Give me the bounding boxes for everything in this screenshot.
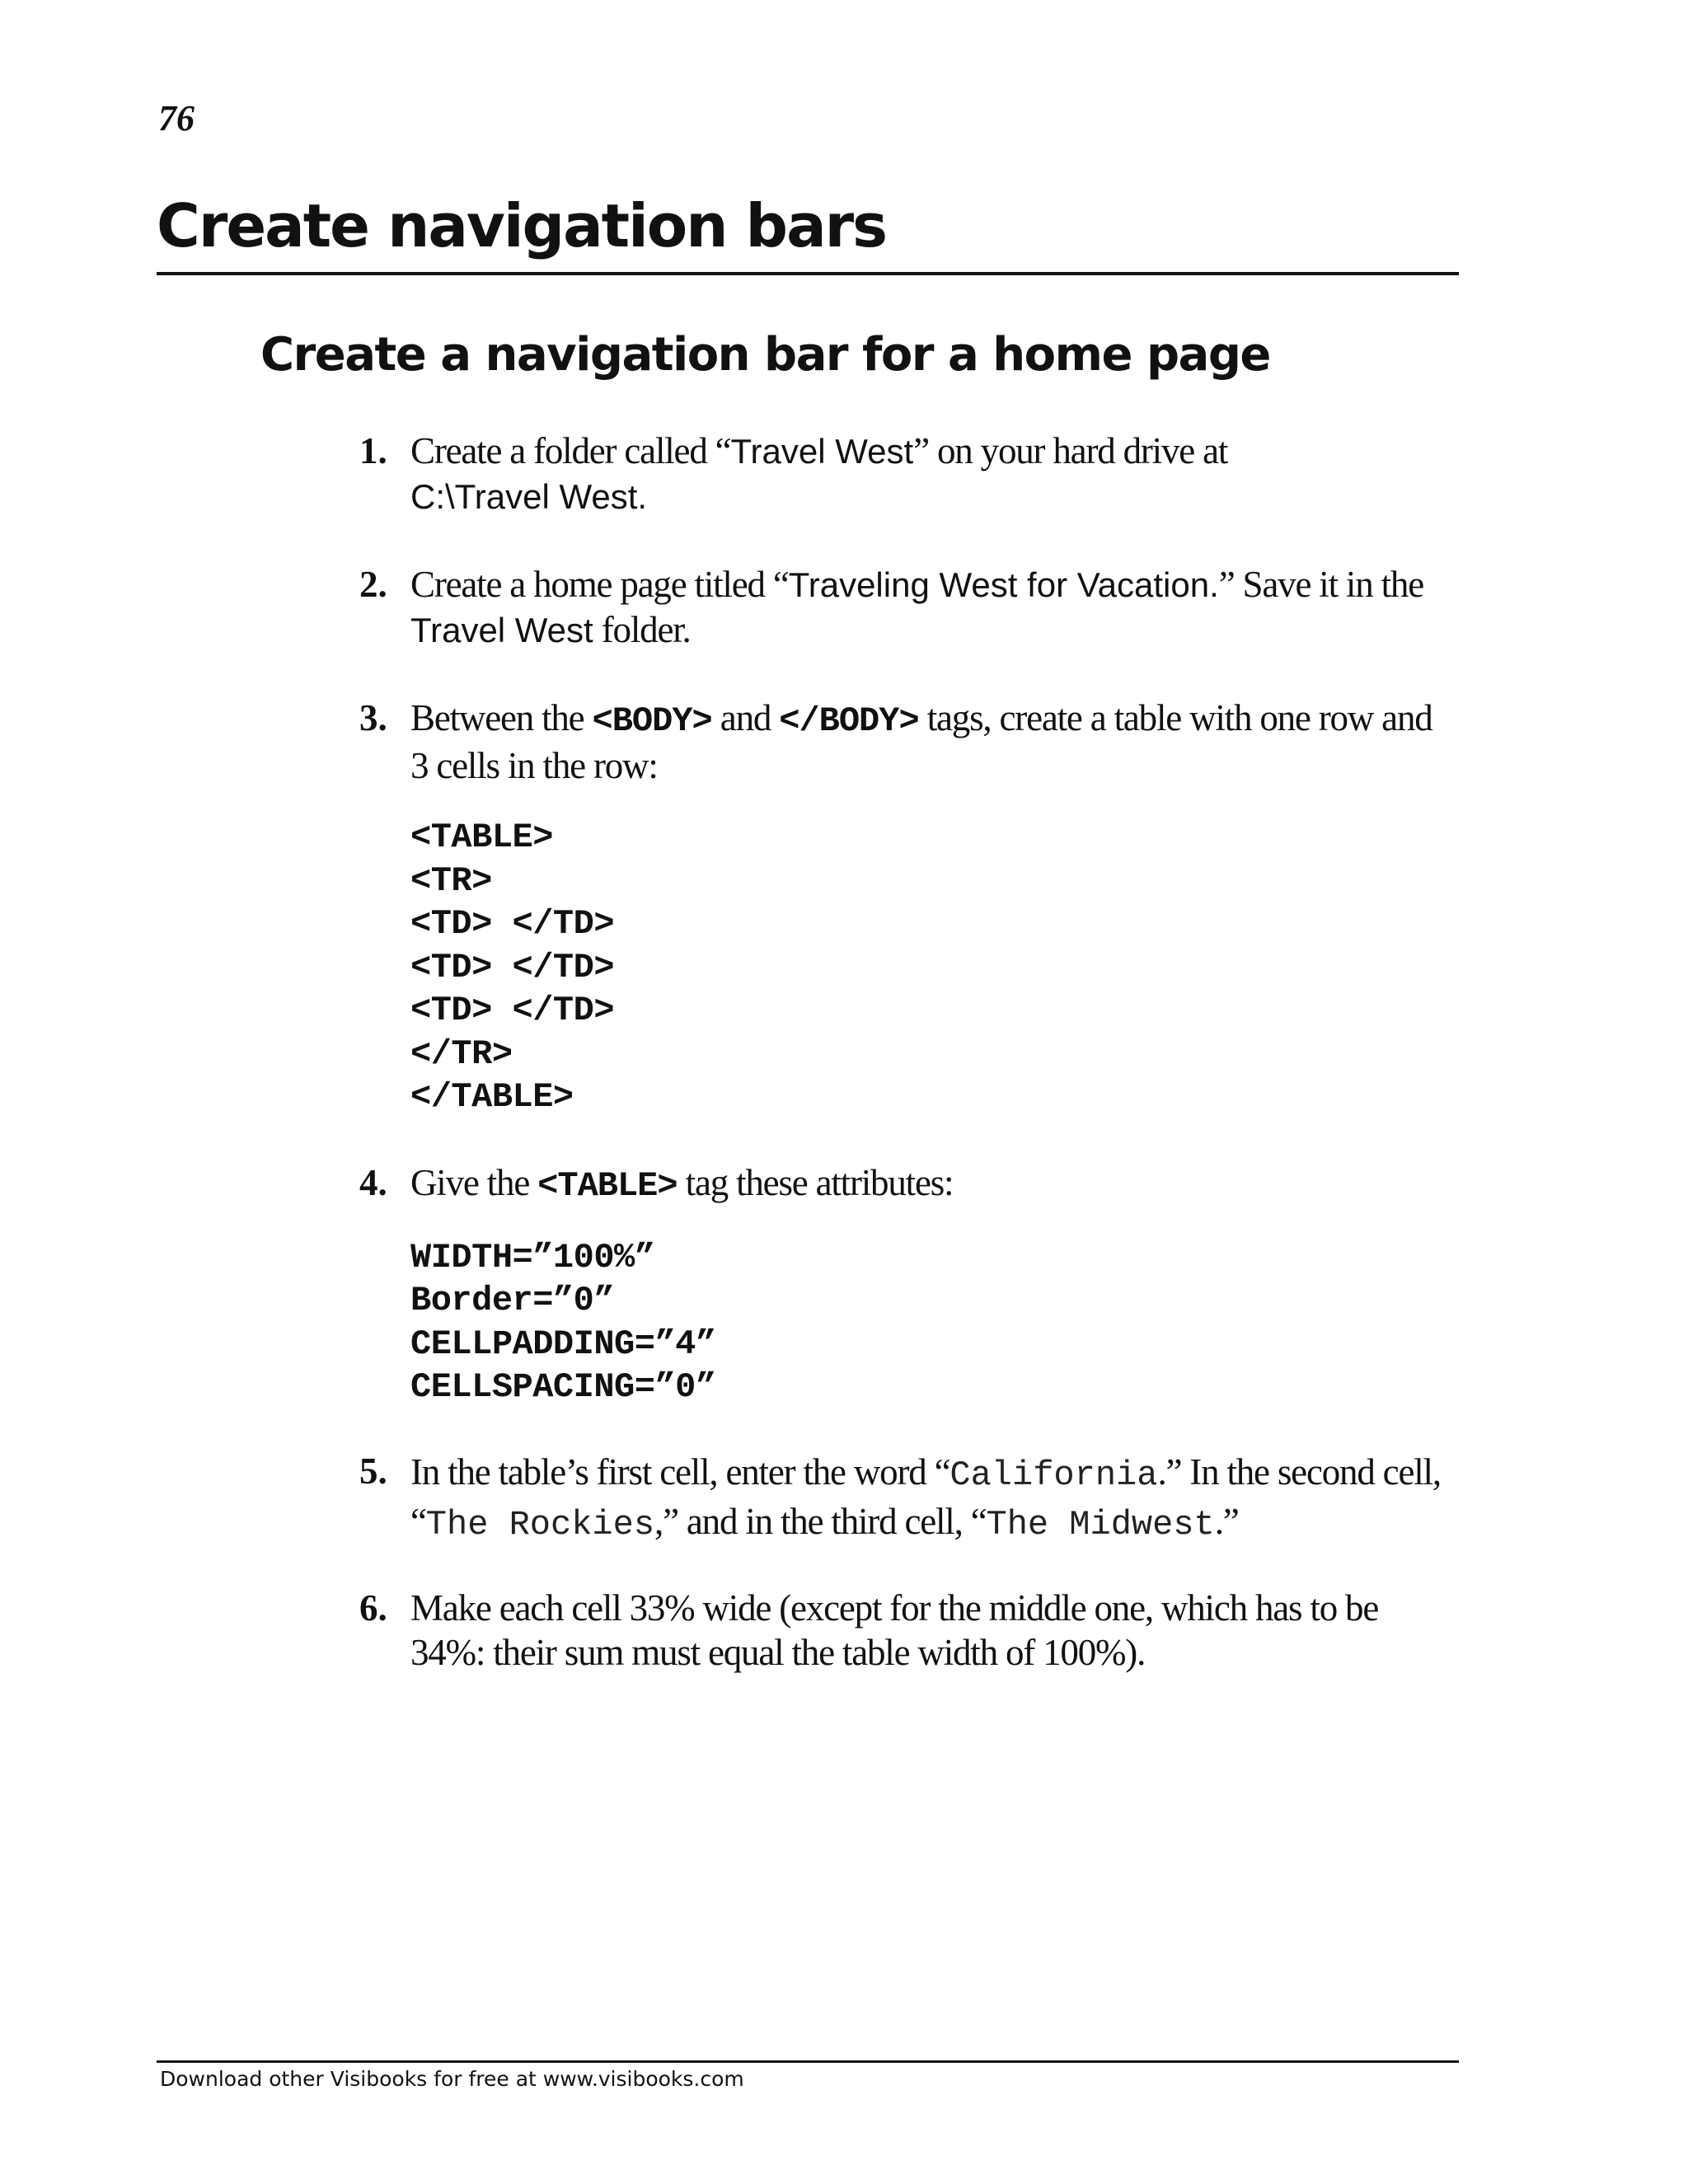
ui-text: Traveling West for Vacation. (788, 565, 1219, 604)
step-3 (359, 696, 1456, 1119)
step-text: tag these attributes: (677, 1161, 954, 1203)
step-text: .” In the second cell, “ (410, 1451, 1441, 1542)
code-line: WIDTH=”100%” (410, 1237, 655, 1277)
step-text: ,” and in the third cell, “ (654, 1500, 987, 1542)
step-text: In the table’s first cell, enter the word “ (410, 1451, 950, 1493)
ui-text: Travel West (410, 611, 593, 649)
step-text: Make each cell 33% wide (except for the middle one, which has to be 34%: their sum must equal the table width of 100%). (410, 1586, 1379, 1673)
code-block (410, 1236, 1456, 1409)
section-title: Create a navigation bar for a home page (260, 328, 1270, 382)
step-4 (359, 1160, 1456, 1409)
code-line: </TABLE> (410, 1077, 574, 1117)
code-line: CELLPADDING=”4” (410, 1324, 716, 1364)
tag-text: </BODY> (779, 701, 919, 741)
step-text: ” Save it in the (1218, 564, 1423, 605)
step-number: 3. (359, 697, 387, 738)
step-number: 1. (359, 430, 387, 471)
step-number: 2. (359, 564, 387, 605)
ui-text: Travel West (730, 432, 914, 471)
mono-text: The Midwest (986, 1504, 1215, 1544)
step-text: ” on your hard drive at (913, 430, 1228, 471)
code-line: <TD> </TD> (410, 947, 615, 987)
step-text: .” (1214, 1500, 1239, 1542)
tag-text: <BODY> (592, 701, 712, 741)
mono-text: The Rockies (425, 1504, 655, 1544)
footer-text: Download other Visibooks for free at www.visibooks.com (160, 2067, 744, 2091)
step-2 (359, 562, 1456, 653)
tag-text: <TABLE> (537, 1165, 678, 1206)
step-1 (359, 429, 1456, 519)
footer-rule (157, 2060, 1459, 2063)
code-line: <TD> </TD> (410, 991, 615, 1030)
mono-text: California (950, 1455, 1158, 1495)
step-number: 6. (359, 1586, 387, 1629)
code-line: </TR> (410, 1033, 513, 1074)
step-text: folder. (593, 609, 691, 650)
step-text-wrap (410, 1451, 1441, 1542)
code-line: <TR> (410, 860, 492, 901)
code-line: CELLSPACING=”0” (410, 1367, 716, 1407)
step-6 (359, 1586, 1456, 1675)
code-line: <TABLE> (410, 818, 553, 857)
step-text: Create a folder called “ (410, 430, 731, 471)
ui-text: C:\Travel West. (410, 477, 648, 516)
page-number: 76 (158, 98, 195, 138)
step-5 (359, 1449, 1456, 1548)
step-number: 5. (359, 1450, 387, 1492)
step-text: Create a home page titled “ (410, 564, 789, 605)
code-line: Border=”0” (410, 1281, 615, 1320)
step-text: tags, create a table with one row and 3 cells in the row: (410, 697, 1432, 786)
title-rule (157, 272, 1459, 275)
step-text: Give the (410, 1161, 538, 1203)
page-title: Create navigation bars (157, 191, 887, 260)
code-block (410, 816, 1456, 1119)
step-text: and (711, 697, 780, 738)
step-number: 4. (359, 1161, 387, 1203)
step-text: Between the (410, 697, 593, 738)
code-line: <TD> </TD> (410, 904, 615, 944)
steps-list (359, 429, 1456, 1675)
